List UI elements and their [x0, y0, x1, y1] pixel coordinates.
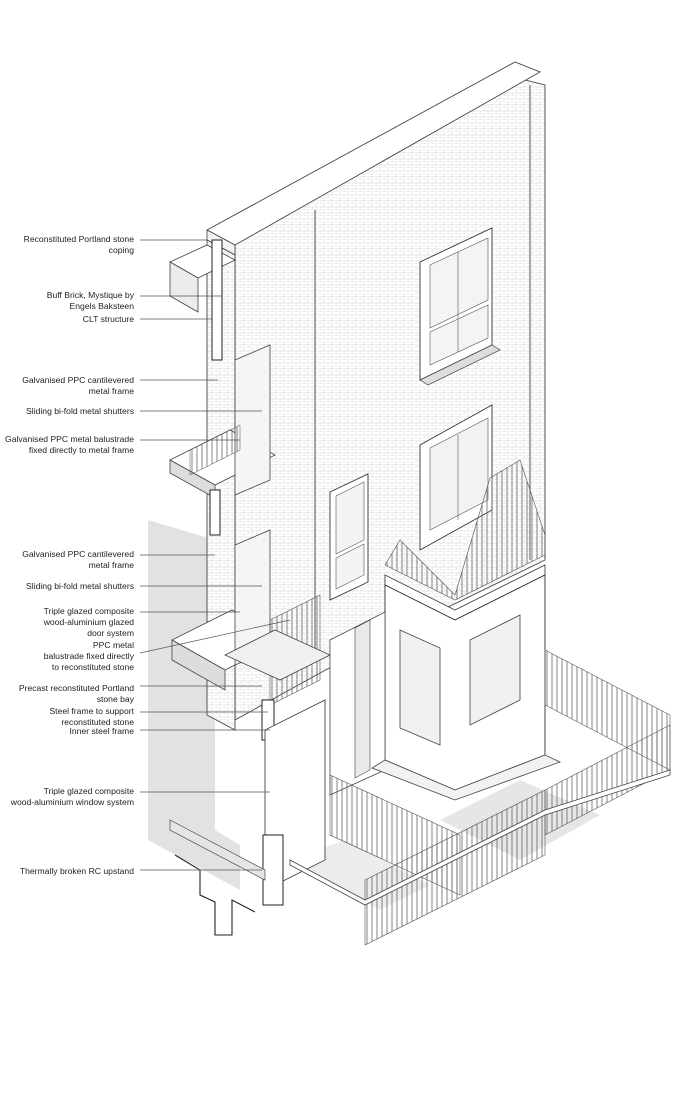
label-door-system: Triple glazed composite wood-aluminium glazed door system — [43, 606, 134, 638]
label-shutters-1: Sliding bi-fold metal shutters — [26, 406, 134, 416]
label-balustrade: Galvanised PPC metal balustrade fixed directly to metal frame — [5, 434, 134, 455]
label-steel-frame: Steel frame to support reconstituted stone — [49, 706, 134, 727]
label-buff-brick: Buff Brick, Mystique by Engels Baksteen — [46, 290, 134, 311]
small-window — [330, 474, 368, 600]
label-inner-steel: Inner steel frame — [69, 726, 134, 736]
label-window-system: Triple glazed composite wood-aluminium window system — [10, 786, 134, 807]
label-cantilever-1: Galvanised PPC cantilevered metal frame — [22, 375, 134, 396]
label-cantilever-2: Galvanised PPC cantilevered metal frame — [22, 549, 134, 570]
label-stone-bay: Precast reconstituted Portland stone bay — [18, 683, 134, 704]
label-rc-upstand: Thermally broken RC upstand — [19, 866, 134, 876]
label-shutters-2: Sliding bi-fold metal shutters — [26, 581, 134, 591]
label-clt: CLT structure — [82, 314, 134, 324]
label-coping: Reconstituted Portland stone coping — [23, 234, 134, 255]
label-ppc-balustrade: PPC metal balustrade fixed directly to reconstituted stone — [43, 640, 134, 672]
